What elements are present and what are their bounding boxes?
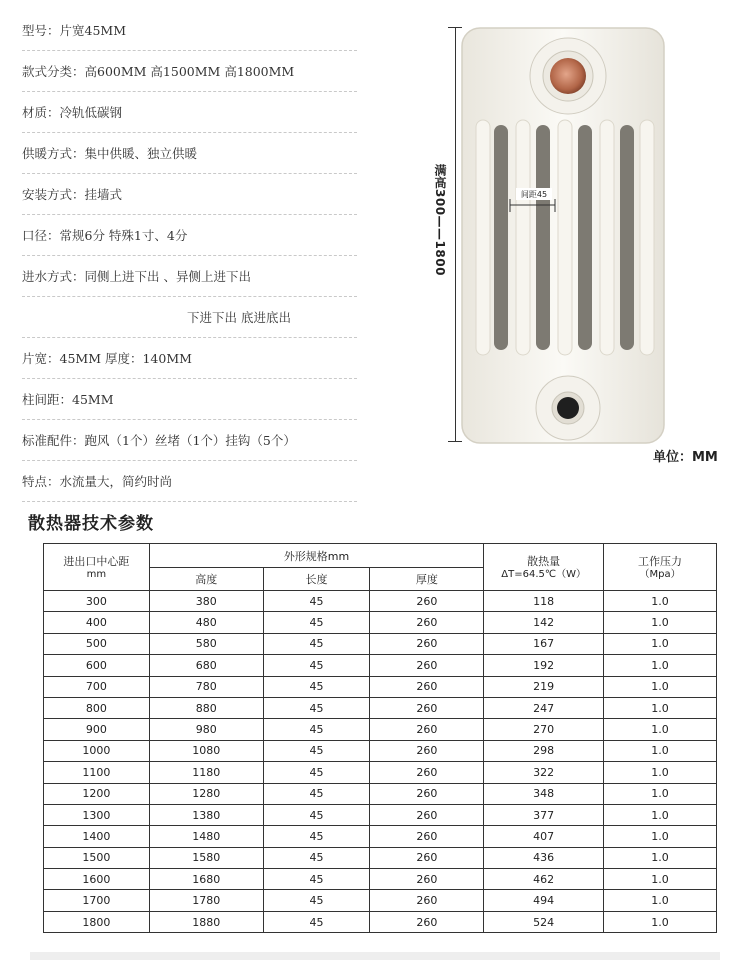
cell-center-distance: 1800	[44, 911, 150, 932]
cell-heat-output: 377	[484, 804, 604, 825]
cell-length: 45	[263, 612, 370, 633]
cell-thickness: 260	[370, 591, 484, 612]
cell-length: 45	[263, 869, 370, 890]
cell-heat-output: 407	[484, 826, 604, 847]
footer-bar	[30, 952, 720, 960]
table-row	[44, 633, 717, 654]
radiator-image	[420, 20, 730, 470]
cell-heat-output: 436	[484, 847, 604, 868]
cell-heat-output: 270	[484, 719, 604, 740]
cell-working-pressure: 1.0	[604, 719, 717, 740]
table-body	[44, 591, 717, 933]
table-row	[44, 890, 717, 911]
cell-thickness: 260	[370, 697, 484, 718]
spec-heating-mode: 供暖方式：集中供暖、独立供暖	[22, 133, 357, 174]
cell-length: 45	[263, 911, 370, 932]
spec-model: 型号：片宽45MM	[22, 10, 357, 51]
spec-accessories: 标准配件：跑风（1个）丝堵（1个）挂钩（5个）	[22, 420, 357, 461]
header-working-pressure-label: 工作压力	[638, 555, 683, 568]
cell-heat-output: 219	[484, 676, 604, 697]
cell-length: 45	[263, 719, 370, 740]
unit-label: 单位：MM	[653, 450, 718, 465]
parameters-table	[43, 543, 717, 933]
cell-length: 45	[263, 847, 370, 868]
cell-height: 380	[149, 591, 263, 612]
header-dimensions: 外形规格mm	[149, 544, 483, 568]
table-row	[44, 869, 717, 890]
cell-thickness: 260	[370, 826, 484, 847]
cell-height: 1680	[149, 869, 263, 890]
cell-thickness: 260	[370, 890, 484, 911]
cell-center-distance: 400	[44, 612, 150, 633]
cell-working-pressure: 1.0	[604, 591, 717, 612]
spec-inlet-mode-cont: 下进下出 底进底出	[22, 297, 357, 338]
cell-thickness: 260	[370, 655, 484, 676]
cell-thickness: 260	[370, 804, 484, 825]
spec-list	[22, 10, 357, 502]
spec-inlet-mode: 进水方式：同侧上进下出 、异侧上进下出	[22, 256, 357, 297]
cell-height: 1780	[149, 890, 263, 911]
cell-length: 45	[263, 762, 370, 783]
cell-heat-output: 462	[484, 869, 604, 890]
cell-thickness: 260	[370, 783, 484, 804]
spacing-label: 间距45	[520, 190, 548, 199]
cell-thickness: 260	[370, 719, 484, 740]
header-length: 长度	[263, 568, 370, 591]
cell-heat-output: 494	[484, 890, 604, 911]
table-row	[44, 740, 717, 761]
header-heat-output-label: 散热量	[527, 555, 561, 568]
cell-working-pressure: 1.0	[604, 762, 717, 783]
cell-heat-output: 192	[484, 655, 604, 676]
cell-center-distance: 600	[44, 655, 150, 676]
cell-height: 1480	[149, 826, 263, 847]
cell-height: 1380	[149, 804, 263, 825]
cell-length: 45	[263, 826, 370, 847]
cell-thickness: 260	[370, 676, 484, 697]
cell-working-pressure: 1.0	[604, 676, 717, 697]
cell-working-pressure: 1.0	[604, 826, 717, 847]
cell-center-distance: 300	[44, 591, 150, 612]
cell-working-pressure: 1.0	[604, 655, 717, 676]
header-heat-output-unit: ΔT=64.5℃（W）	[501, 569, 587, 580]
cell-heat-output: 524	[484, 911, 604, 932]
cell-height: 780	[149, 676, 263, 697]
header-center-distance	[44, 544, 150, 591]
cell-thickness: 260	[370, 847, 484, 868]
cell-center-distance: 1700	[44, 890, 150, 911]
cell-heat-output: 247	[484, 697, 604, 718]
table-row	[44, 911, 717, 932]
cell-working-pressure: 1.0	[604, 783, 717, 804]
cell-height: 680	[149, 655, 263, 676]
cell-length: 45	[263, 676, 370, 697]
cell-length: 45	[263, 655, 370, 676]
header-thickness: 厚度	[370, 568, 484, 591]
cell-heat-output: 142	[484, 612, 604, 633]
cell-center-distance: 1000	[44, 740, 150, 761]
cell-heat-output: 348	[484, 783, 604, 804]
cell-height: 580	[149, 633, 263, 654]
header-center-distance-label: 进出口中心距	[63, 555, 130, 568]
cell-center-distance: 1300	[44, 804, 150, 825]
cell-height: 1180	[149, 762, 263, 783]
cell-heat-output: 118	[484, 591, 604, 612]
table-row	[44, 612, 717, 633]
cell-center-distance: 1600	[44, 869, 150, 890]
cell-working-pressure: 1.0	[604, 612, 717, 633]
cell-center-distance: 900	[44, 719, 150, 740]
cell-length: 45	[263, 633, 370, 654]
header-working-pressure	[604, 544, 717, 591]
cell-center-distance: 1500	[44, 847, 150, 868]
cell-height: 1080	[149, 740, 263, 761]
spec-material: 材质：冷轨低碳钢	[22, 92, 357, 133]
cell-working-pressure: 1.0	[604, 911, 717, 932]
header-working-pressure-unit: （Mpa）	[639, 569, 681, 580]
cell-working-pressure: 1.0	[604, 633, 717, 654]
table-row	[44, 783, 717, 804]
cell-length: 45	[263, 697, 370, 718]
cell-working-pressure: 1.0	[604, 847, 717, 868]
cell-thickness: 260	[370, 612, 484, 633]
spec-column-spacing: 柱间距：45MM	[22, 379, 357, 420]
table-row	[44, 655, 717, 676]
height-dimension-label: 满高300——1800	[419, 145, 449, 295]
cell-height: 1880	[149, 911, 263, 932]
cell-height: 1580	[149, 847, 263, 868]
table-row	[44, 847, 717, 868]
cell-heat-output: 167	[484, 633, 604, 654]
spec-width-thickness: 片宽：45MM 厚度：140MM	[22, 338, 357, 379]
cell-length: 45	[263, 740, 370, 761]
spec-caliber: 口径：常规6分 特殊1寸、4分	[22, 215, 357, 256]
cell-center-distance: 1400	[44, 826, 150, 847]
cell-center-distance: 1200	[44, 783, 150, 804]
cell-working-pressure: 1.0	[604, 890, 717, 911]
cell-thickness: 260	[370, 633, 484, 654]
cell-length: 45	[263, 783, 370, 804]
table-row	[44, 826, 717, 847]
cell-working-pressure: 1.0	[604, 740, 717, 761]
header-height: 高度	[149, 568, 263, 591]
spec-installation: 安装方式：挂墙式	[22, 174, 357, 215]
table-title: 散热器技术参数	[28, 514, 154, 534]
cell-thickness: 260	[370, 762, 484, 783]
table-row	[44, 719, 717, 740]
cell-working-pressure: 1.0	[604, 697, 717, 718]
cell-heat-output: 322	[484, 762, 604, 783]
cell-height: 480	[149, 612, 263, 633]
cell-height: 1280	[149, 783, 263, 804]
cell-thickness: 260	[370, 911, 484, 932]
table-row	[44, 591, 717, 612]
cell-height: 980	[149, 719, 263, 740]
cell-length: 45	[263, 890, 370, 911]
header-center-distance-unit: mm	[86, 569, 107, 580]
cell-center-distance: 800	[44, 697, 150, 718]
table-row	[44, 804, 717, 825]
table-row	[44, 762, 717, 783]
cell-heat-output: 298	[484, 740, 604, 761]
cell-center-distance: 700	[44, 676, 150, 697]
cell-length: 45	[263, 591, 370, 612]
cell-working-pressure: 1.0	[604, 869, 717, 890]
spec-features: 特点：水流量大，简约时尚	[22, 461, 357, 502]
table-row	[44, 676, 717, 697]
cell-thickness: 260	[370, 869, 484, 890]
spec-styles: 款式分类：高600MM 高1500MM 高1800MM	[22, 51, 357, 92]
cell-thickness: 260	[370, 740, 484, 761]
header-heat-output	[484, 544, 604, 591]
cell-center-distance: 500	[44, 633, 150, 654]
cell-height: 880	[149, 697, 263, 718]
cell-working-pressure: 1.0	[604, 804, 717, 825]
table-row	[44, 697, 717, 718]
cell-length: 45	[263, 804, 370, 825]
cell-center-distance: 1100	[44, 762, 150, 783]
